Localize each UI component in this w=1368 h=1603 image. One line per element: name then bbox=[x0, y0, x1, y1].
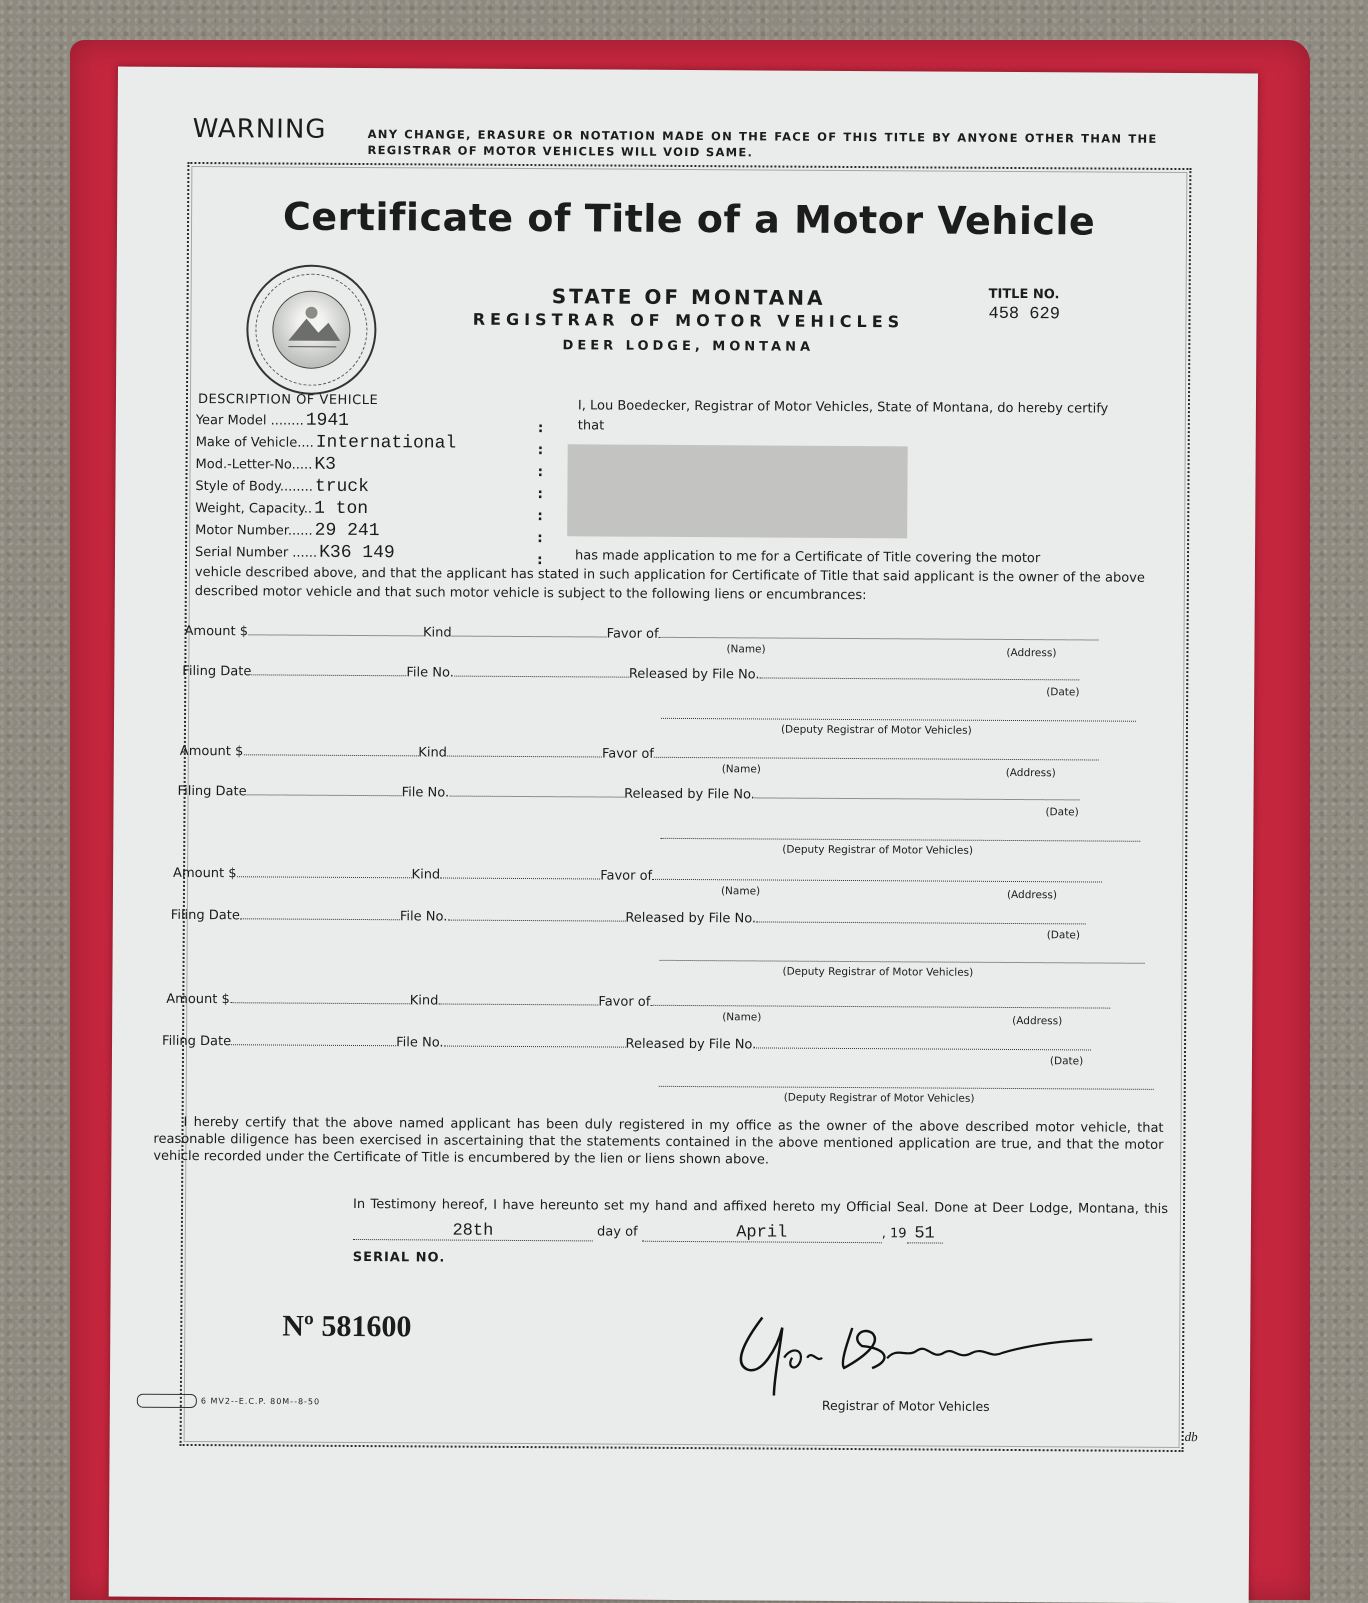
lien-filing-row: Filing Date File No. Released by File No. bbox=[182, 662, 1079, 684]
warning-label: WARNING bbox=[193, 114, 327, 145]
colon: : bbox=[538, 420, 544, 436]
lien-filing-row: Filing Date File No. Released by File No. bbox=[162, 1032, 1091, 1055]
registrar-caption: Registrar of Motor Vehicles bbox=[822, 1398, 990, 1414]
name-caption: (Name) bbox=[726, 643, 765, 655]
warning-text: ANY CHANGE, ERASURE OR NOTATION MADE ON THE FACE OF THIS TITLE BY ANYONE OTHER THAN THE REGISTRAR OF MOTOR VEHICLES WILL VOID SAME. bbox=[367, 126, 1157, 163]
deputy-caption: (Deputy Registrar of Motor Vehicles) bbox=[784, 1092, 975, 1105]
testimony-statement: In Testimony hereof, I have hereunto set my hand and affixed hereto my Official Seal. Done at Deer Lodge, Montana, this 28th day of April , 19 51 bbox=[353, 1192, 1168, 1249]
address-caption: (Address) bbox=[1012, 1015, 1062, 1027]
address-caption: (Address) bbox=[1006, 647, 1056, 659]
registrar-office: REGISTRAR OF MOTOR VEHICLES bbox=[188, 308, 1188, 333]
serial-no-label: SERIAL NO. bbox=[353, 1250, 446, 1266]
year-model-row: Year Model ........ 1941 bbox=[196, 410, 349, 431]
month-field: April bbox=[642, 1225, 882, 1243]
address-caption: (Address) bbox=[1007, 889, 1057, 901]
serial-number-row: Serial Number ...... K36 149 bbox=[195, 542, 395, 563]
colon: : bbox=[538, 442, 544, 458]
lien-amount-row: Amount $ Kind Favor of bbox=[166, 990, 1110, 1013]
colon: : bbox=[537, 552, 543, 568]
registrar-signature bbox=[722, 1287, 1123, 1399]
make-row: Make of Vehicle.... International bbox=[196, 432, 457, 454]
certificate-document bbox=[109, 67, 1258, 1603]
union-label-icon bbox=[137, 1394, 197, 1408]
year-field: 51 bbox=[907, 1226, 943, 1243]
date-caption: (Date) bbox=[1045, 806, 1078, 818]
colon: : bbox=[537, 508, 543, 524]
lien-filing-row: Filing Date File No. Released by File No. bbox=[178, 782, 1080, 805]
day-field: 28th bbox=[353, 1223, 593, 1241]
date-caption: (Date) bbox=[1050, 1055, 1083, 1067]
deputy-signature-line bbox=[659, 1085, 1154, 1090]
description-heading: DESCRIPTION OF VEHICLE bbox=[198, 392, 378, 408]
redacted-owner-name bbox=[567, 444, 908, 538]
date-caption: (Date) bbox=[1046, 686, 1079, 698]
address-caption: (Address) bbox=[1006, 767, 1056, 779]
final-certification: I hereby certify that the above named applicant has been duly registered in my office as the owner of the above described motor vehicle, that reasonable diligence has been exercised in ascertaining that the statements contained in the above mentioned application are true, and that the motor vehicle recorded under the Certificate of Title is encumbered by the lien or liens shown above. bbox=[153, 1114, 1163, 1171]
office-location: DEER LODGE, MONTANA bbox=[188, 336, 1188, 357]
lien-amount-row: Amount $ Kind Favor of bbox=[185, 622, 1099, 645]
printer-mark: 6 MV2--E.C.P. 80M--8-50 bbox=[137, 1394, 320, 1409]
name-caption: (Name) bbox=[722, 763, 761, 775]
colon: : bbox=[537, 464, 543, 480]
certificate-frame bbox=[180, 162, 1192, 1452]
motor-number-row: Motor Number...... 29 241 bbox=[195, 520, 379, 541]
deputy-caption: (Deputy Registrar of Motor Vehicles) bbox=[781, 724, 972, 737]
deputy-signature-line bbox=[660, 959, 1145, 964]
certify-statement: I, Lou Boedecker, Registrar of Motor Vehicles, State of Montana, do hereby certify that bbox=[578, 396, 1138, 439]
title-no-label: TITLE NO. bbox=[989, 287, 1060, 302]
state-name: STATE OF MONTANA bbox=[189, 282, 1189, 312]
document-number: Nº 581600 bbox=[282, 1310, 411, 1345]
weight-row: Weight, Capacity.. 1 ton bbox=[195, 498, 368, 519]
deputy-signature-line bbox=[660, 837, 1140, 842]
deputy-caption: (Deputy Registrar of Motor Vehicles) bbox=[782, 844, 973, 857]
colon: : bbox=[537, 530, 543, 546]
model-letter-row: Mod.-Letter-No..... K3 bbox=[196, 454, 336, 475]
lien-amount-row: Amount $ Kind Favor of bbox=[180, 742, 1099, 765]
name-caption: (Name) bbox=[722, 1011, 761, 1023]
deputy-caption: (Deputy Registrar of Motor Vehicles) bbox=[782, 966, 973, 979]
application-statement: has made application to me for a Certificate of Title covering the motor vehicle described above, and that the applicant has stated in such application for Certificate of Title that said applicant is the owner of the above described motor vehicle and that such motor vehicle is subject to the following liens or encumbrances: bbox=[195, 544, 1145, 607]
lien-filing-row: Filing Date File No. Released by File No. bbox=[171, 906, 1086, 929]
certificate-title: Certificate of Title of a Motor Vehicle bbox=[189, 194, 1189, 244]
body-style-row: Style of Body........ truck bbox=[195, 476, 369, 497]
colon: : bbox=[537, 486, 543, 502]
name-caption: (Name) bbox=[721, 885, 760, 897]
lien-amount-row: Amount $ Kind Favor of bbox=[173, 864, 1102, 887]
deputy-signature-line bbox=[661, 717, 1136, 722]
title-no-value: 458 629 bbox=[988, 305, 1060, 324]
date-caption: (Date) bbox=[1047, 929, 1080, 941]
clerk-initials: db bbox=[1185, 1429, 1198, 1445]
